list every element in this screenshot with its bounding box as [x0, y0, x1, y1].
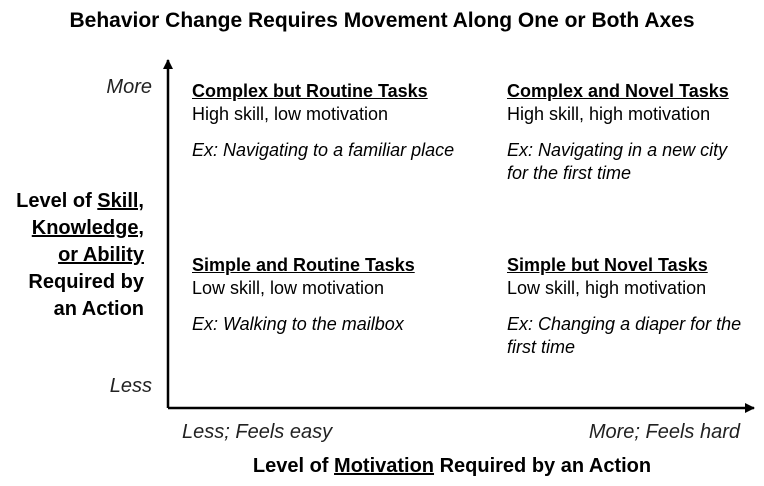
- quadrant-example: Ex: Walking to the mailbox: [192, 314, 404, 334]
- y-axis-label-action: an Action: [53, 298, 144, 320]
- x-axis-label-prefix: Level of: [252, 455, 335, 477]
- quadrant-bottom-left: [192, 254, 492, 336]
- quadrant-title: Simple but Novel Tasks: [507, 255, 708, 275]
- x-axis-label-suffix: Required by an Action: [434, 455, 652, 477]
- quadrant-example: Ex: Changing a diaper for the first time: [507, 314, 742, 357]
- y-axis-label-ability: or Ability: [58, 244, 144, 266]
- quadrant-title: Simple and Routine Tasks: [192, 255, 415, 275]
- y-tick-less: Less: [109, 375, 152, 397]
- x-axis-label-motivation: Motivation: [334, 455, 435, 477]
- x-tick-less: Less; Feels easy: [182, 421, 333, 443]
- y-axis-label-knowledge: Knowledge,: [31, 217, 144, 239]
- y-axis-label: [0, 188, 144, 323]
- y-tick-more: More: [106, 76, 152, 98]
- quadrant-description: High skill, low motivation: [192, 103, 389, 124]
- quadrant-title: Complex but Routine Tasks: [192, 81, 428, 101]
- quadrant-description: High skill, high motivation: [507, 103, 711, 124]
- quadrant-top-right: [507, 80, 752, 184]
- y-axis-label-required: Required by: [28, 271, 144, 293]
- x-axis-label: [0, 454, 764, 478]
- x-tick-more: More; Feels hard: [588, 421, 740, 443]
- quadrant-description: Low skill, low motivation: [192, 277, 385, 298]
- quadrant-title: Complex and Novel Tasks: [507, 81, 729, 101]
- quadrant-top-left: [192, 80, 492, 162]
- y-axis-label-skill: Skill,: [97, 190, 144, 212]
- diagram-title: Behavior Change Requires Movement Along One or Both Axes: [69, 9, 695, 32]
- quadrant-description: Low skill, high motivation: [507, 277, 707, 298]
- quadrant-example: Ex: Navigating to a familiar place: [192, 140, 455, 160]
- y-axis-label-prefix: Level of: [16, 190, 98, 212]
- quadrant-bottom-right: [507, 254, 742, 358]
- quadrant-example: Ex: Navigating in a new city for the first time: [507, 140, 728, 183]
